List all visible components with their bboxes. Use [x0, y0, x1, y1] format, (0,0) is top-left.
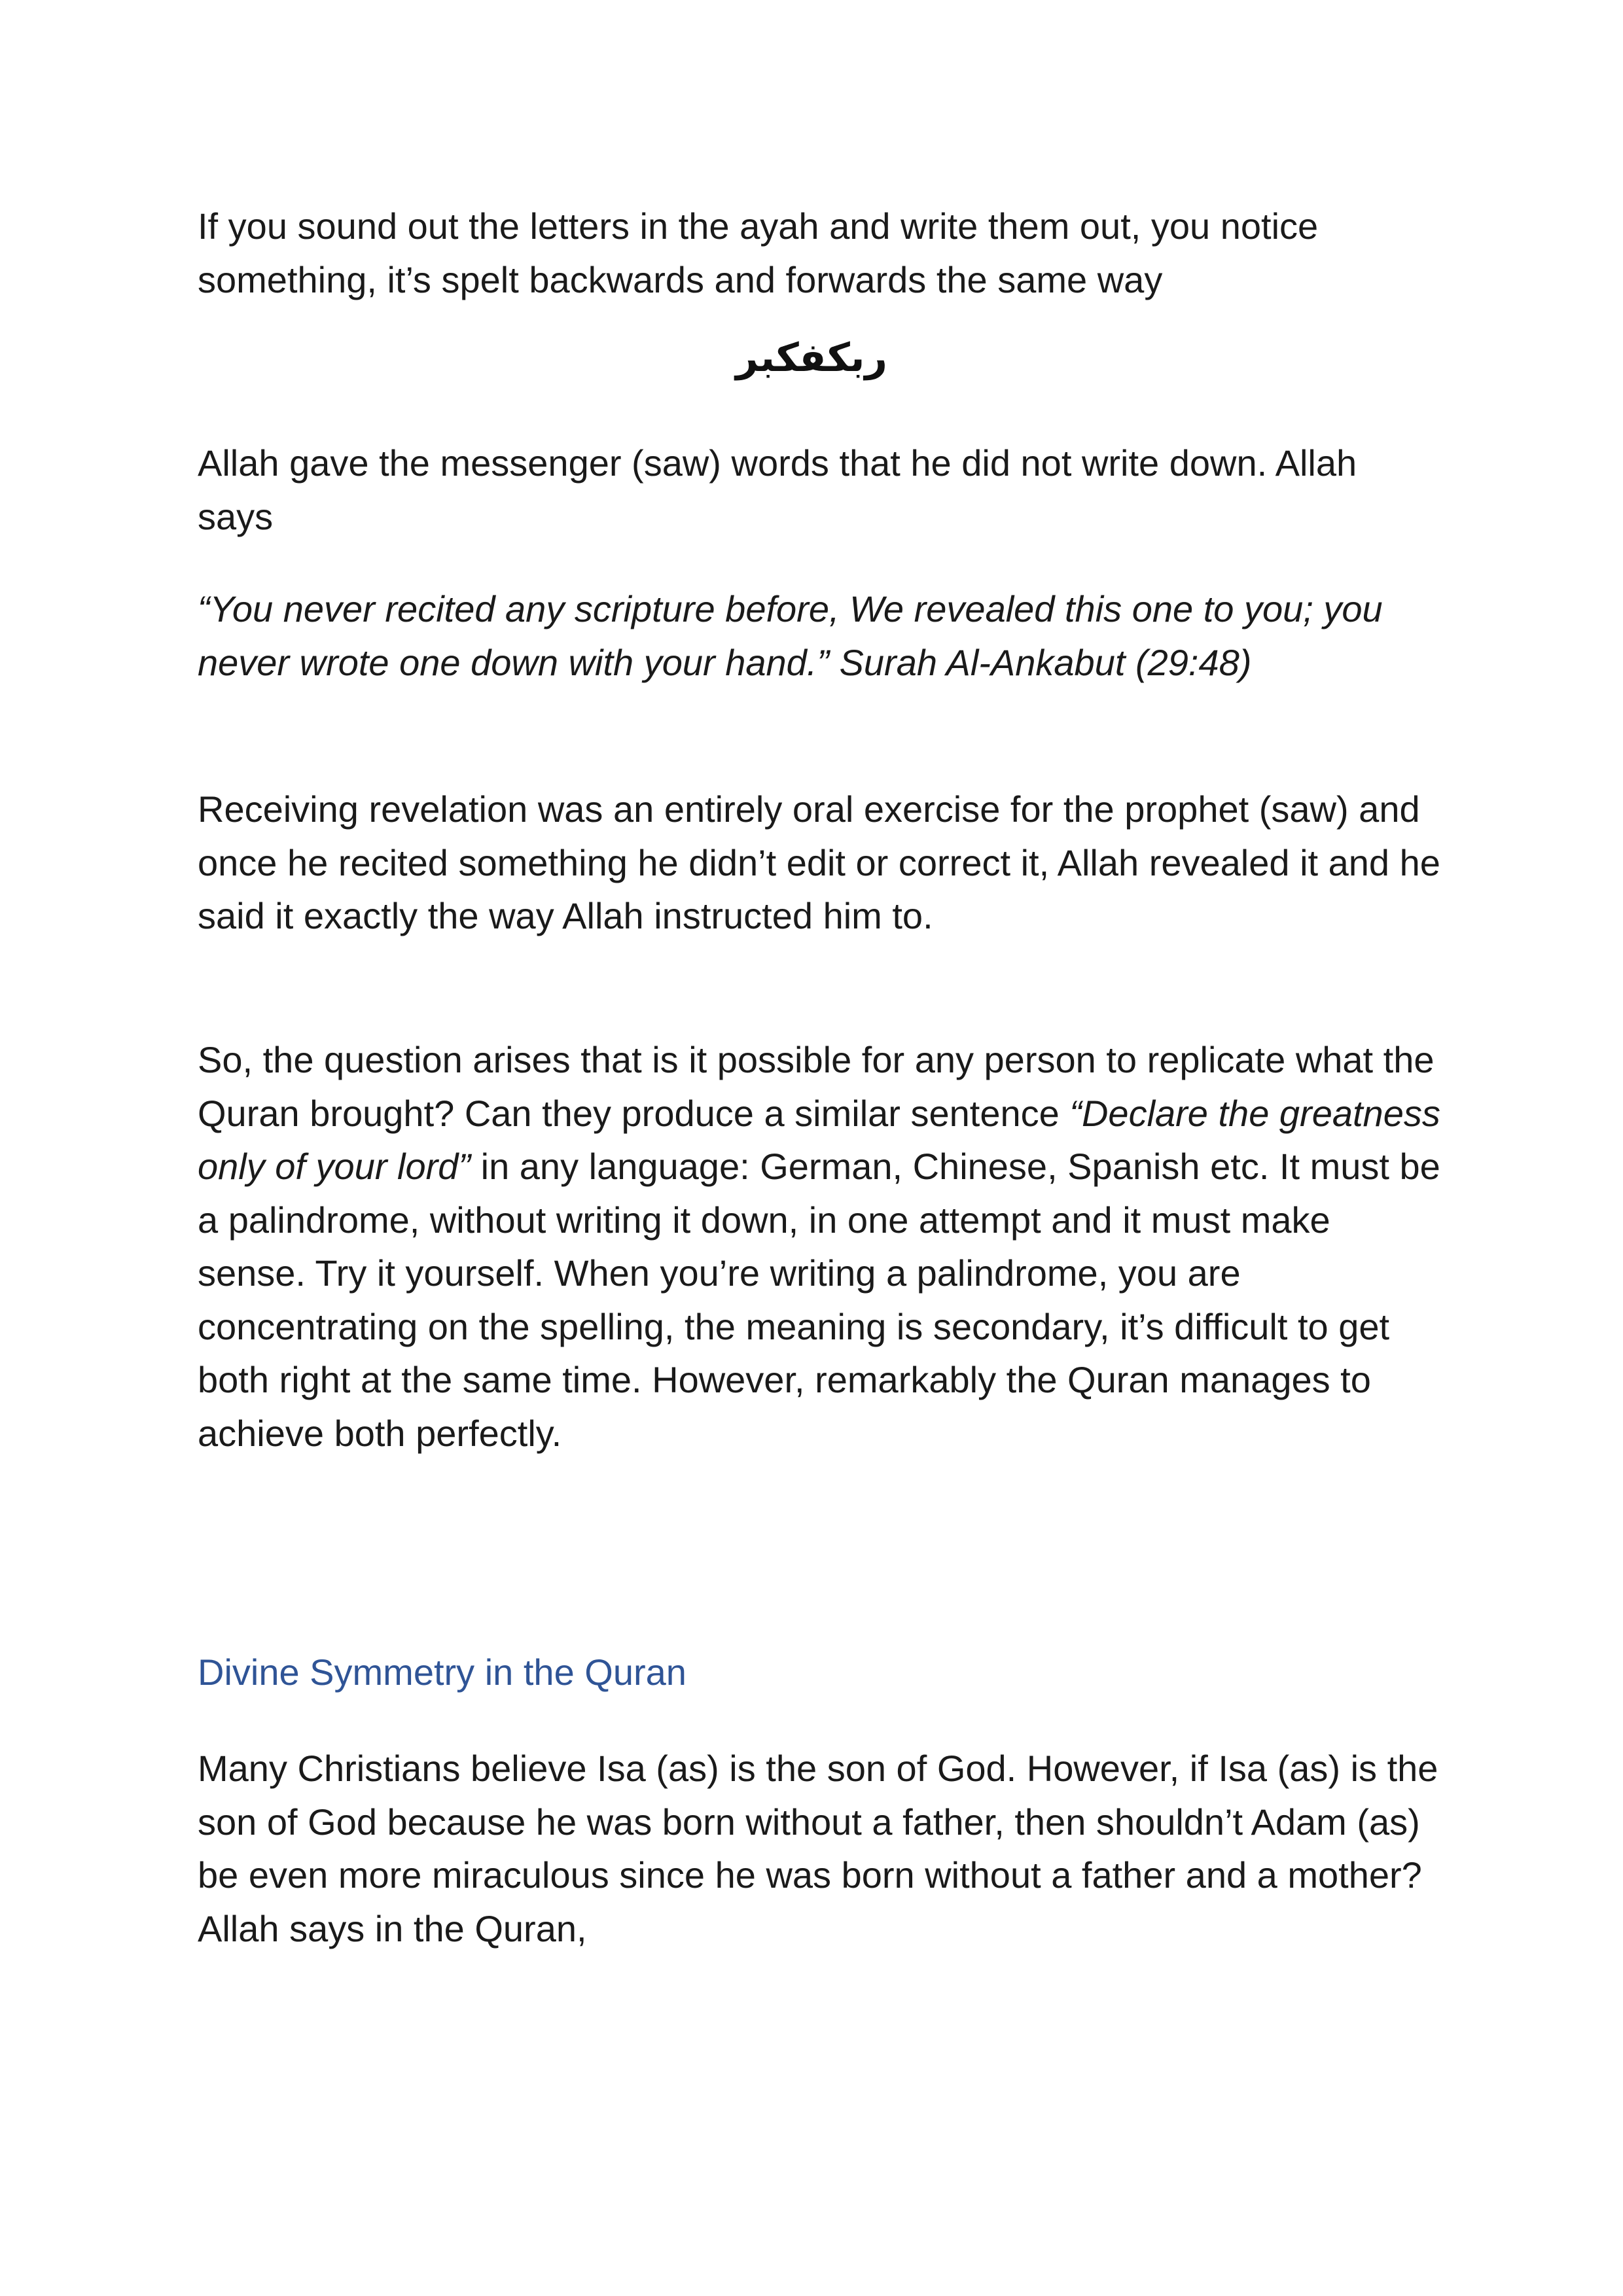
inline-quote-declare-greatness: “Declare the greatness only of your lord”: [198, 1092, 1440, 1187]
paragraph-replicate-question: [198, 1033, 1441, 1460]
paragraph-oral-revelation: Receiving revelation was an entirely oral exercise for the prophet (saw) and once he recited something he didn’t edit or correct it, Allah revealed it and he said it exactly the way Allah instructed him to.: [198, 788, 1440, 936]
paragraph-messenger-words: Allah gave the messenger (saw) words that he did not write down. Allah says: [198, 442, 1357, 537]
paragraph-replicate-question-start: So, the question arises that is it possible for any person to replicate what the Quran brought? Can they produce a similar sentence: [198, 1039, 1435, 1134]
quote-surah-al-ankabut: “You never recited any scripture before, We revealed this one to you; you never wrote one down with your hand.” Surah Al-Ankabut (29:48): [198, 588, 1383, 683]
arabic-palindrome-text: ربكفكبر: [736, 335, 887, 381]
paragraph-palindrome-intro: If you sound out the letters in the ayah and write them out, you notice something, it’s spelt backwards and forwards the same way: [198, 205, 1319, 300]
section-heading-divine-symmetry: Divine Symmetry in the Quran: [198, 1651, 687, 1693]
paragraph-replicate-question-end: in any language: German, Chinese, Spanish etc. It must be a palindrome, without writing it down, in one attempt and it must make sense. Try it yourself. When you’re writing a palindrome, you are concentrating on the spelling, the meaning is secondary, it’s difficult to get both right at the same time. However, remarkably the Quran manages to achieve both perfectly.: [198, 1146, 1440, 1454]
paragraph-isa-adam: Many Christians believe Isa (as) is the son of God. However, if Isa (as) is the son of God because he was born without a father, then shouldn’t Adam (as) be even more miraculous since he was born without a father and a mother? Allah says in the Quran,: [198, 1748, 1438, 1949]
